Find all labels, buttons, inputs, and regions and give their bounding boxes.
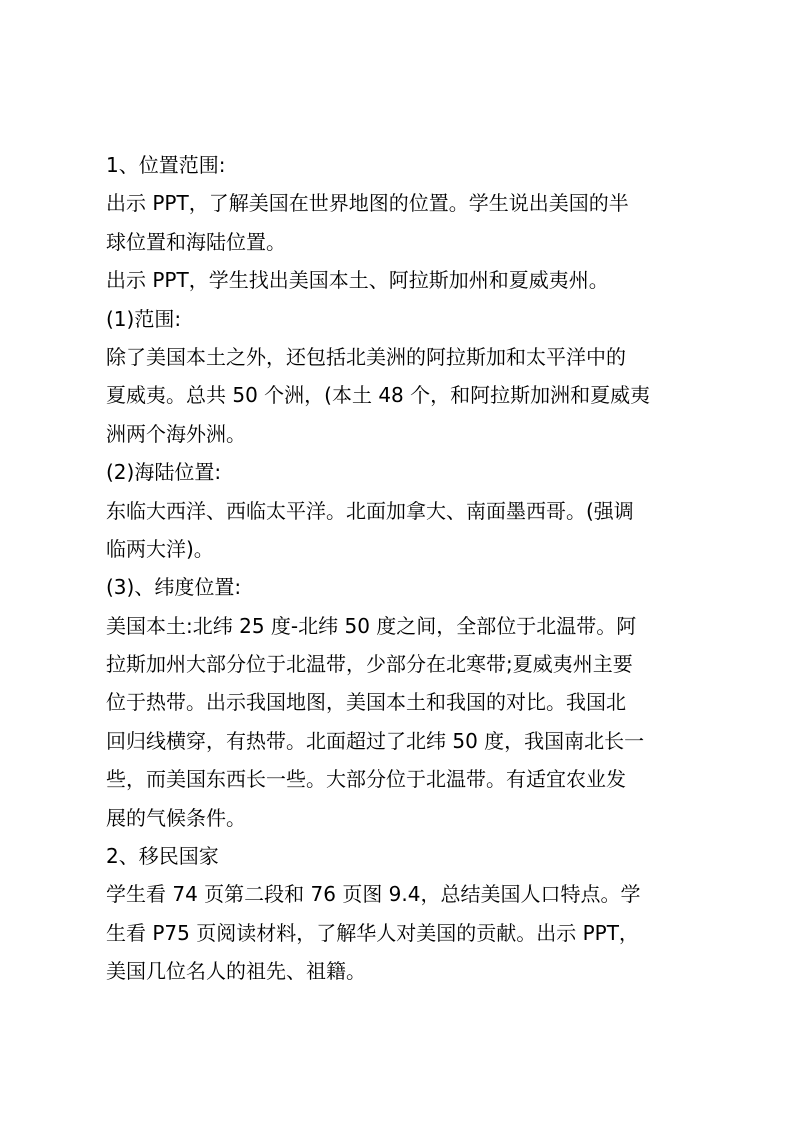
text-line: 回归线横穿，有热带。北面超过了北纬 50 度，我国南北长一 [106, 728, 645, 753]
document-body [106, 146, 706, 991]
text-line: 生看 P75 页阅读材料，了解华人对美国的贡献。出示 PPT， [106, 920, 639, 945]
text-line: 东临大西洋、西临太平洋。北面加拿大、南面墨西哥。(强调 [106, 498, 634, 523]
heading-immigrant-country: 2、移民国家 [106, 844, 219, 869]
subheading-latitude-position: (3)、纬度位置: [106, 575, 242, 600]
text-line: 拉斯加州大部分位于北温带，少部分在北寒带;夏威夷州主要 [106, 652, 633, 677]
text-line: 球位置和海陆位置。 [106, 229, 286, 254]
text-line: 临两大洋)。 [106, 536, 214, 561]
text-line: 位于热带。出示我国地图，美国本土和我国的对比。我国北 [106, 690, 626, 715]
text-line: 除了美国本土之外，还包括北美洲的阿拉斯加和太平洋中的 [106, 344, 626, 369]
text-line: 夏威夷。总共 50 个洲，(本土 48 个，和阿拉斯加洲和夏威夷 [106, 383, 651, 408]
text-line: 出示 PPT，学生找出美国本土、阿拉斯加州和夏威夷州。 [106, 268, 609, 293]
text-line: 出示 PPT，了解美国在世界地图的位置。学生说出美国的半 [106, 191, 629, 216]
text-line: 美国几位名人的祖先、祖籍。 [106, 959, 366, 984]
subheading-range: (1)范围: [106, 306, 182, 331]
text-line: 些，而美国东西长一些。大部分位于北温带。有适宜农业发 [106, 767, 626, 792]
heading-location-range: 1、位置范围: [106, 153, 226, 177]
text-line: 美国本土:北纬 25 度-北纬 50 度之间，全部位于北温带。阿 [106, 613, 637, 638]
text-line: 学生看 74 页第二段和 76 页图 9.4，总结美国人口特点。学 [106, 882, 641, 907]
text-line: 洲两个海外洲。 [106, 421, 246, 446]
text-line: 展的气候条件。 [106, 805, 246, 830]
subheading-sea-land-position: (2)海陆位置: [106, 460, 222, 485]
